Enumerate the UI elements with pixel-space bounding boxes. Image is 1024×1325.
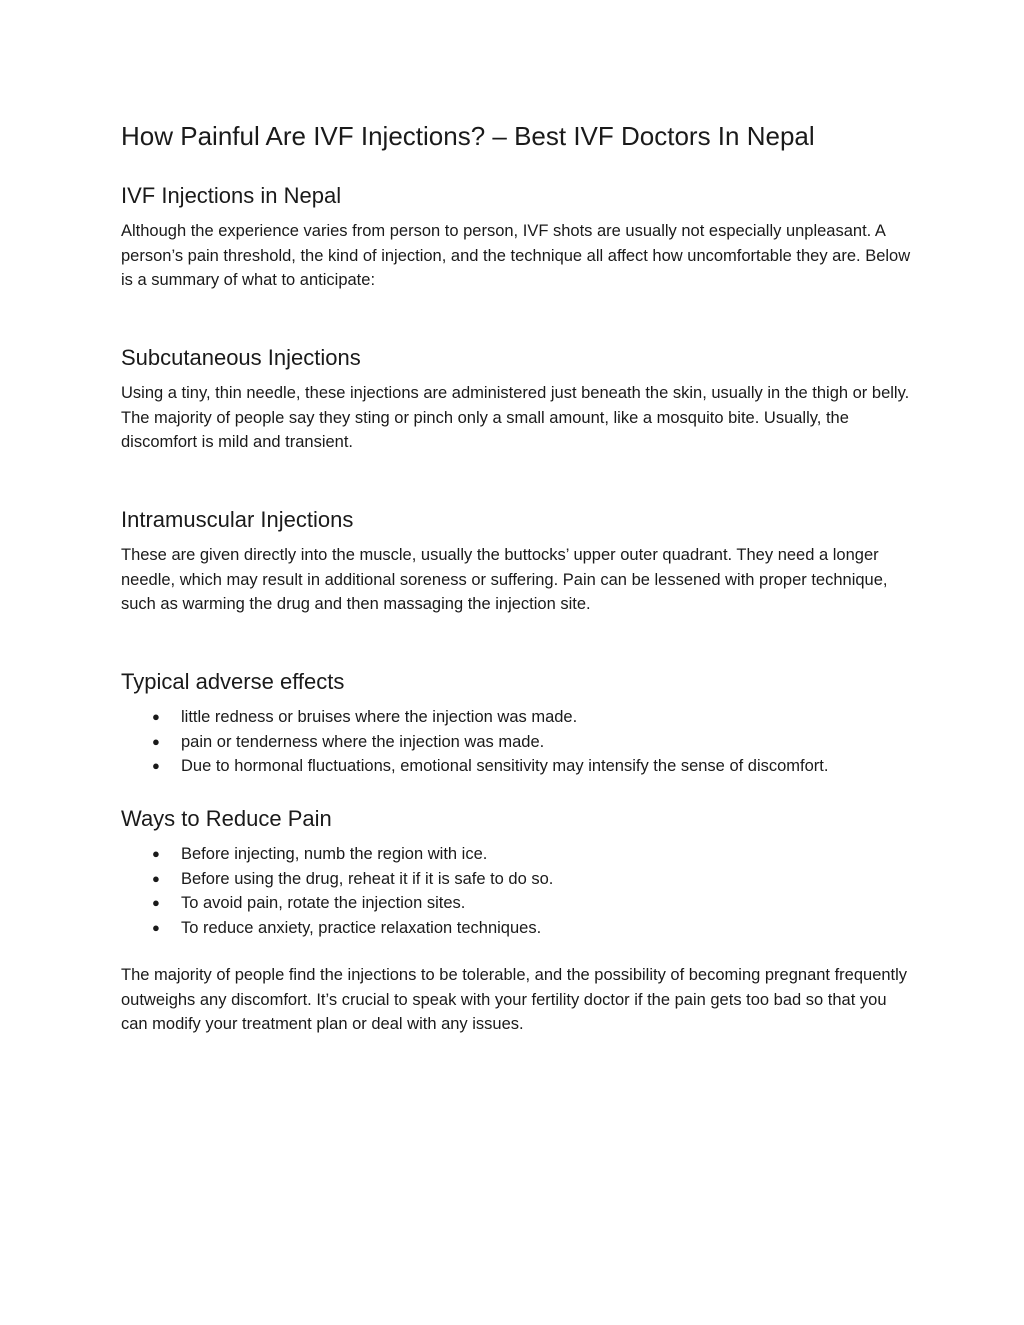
- list-item-text: Before using the drug, reheat it if it is safe to do so.: [181, 869, 554, 888]
- page-title: How Painful Are IVF Injections? – Best IVF Doctors In Nepal: [121, 121, 815, 151]
- section-paragraph-ivf-injections: Although the experience varies from person to person, IVF shots are usually not especially unpleasant. A person’s pain threshold, the kind of injection, and the technique all affect how uncomfortable they are. Below is a summary of what to anticipate:: [121, 222, 911, 289]
- list-item: [121, 842, 553, 867]
- section-heading-reduce-pain: Ways to Reduce Pain: [121, 806, 332, 831]
- list-item-text: Before injecting, numb the region with ice.: [181, 845, 488, 863]
- list-item-text: To avoid pain, rotate the injection sites.: [181, 894, 466, 912]
- list-item: [121, 891, 553, 916]
- bullet-icon: ●: [152, 919, 160, 935]
- bullet-icon: ●: [152, 758, 160, 773]
- list-item-text: To reduce anxiety, practice relaxation techniques.: [181, 918, 542, 937]
- conclusion-paragraph: The majority of people find the injections to be tolerable, and the possibility of becoming pregnant frequently outweighs any discomfort. It’s crucial to speak with your fertility doctor if the pain gets too bad so that you can modify your treatment plan or deal with any issues.: [121, 966, 908, 1033]
- list-item-text: pain or tenderness where the injection was made.: [181, 732, 545, 751]
- section-heading-subcutaneous: Subcutaneous Injections: [121, 345, 361, 370]
- bullet-icon: ●: [152, 709, 160, 724]
- section-heading-ivf-injections: IVF Injections in Nepal: [121, 183, 342, 208]
- list-item: [121, 730, 828, 755]
- list-item: [121, 754, 828, 779]
- section-paragraph-subcutaneous: Using a tiny, thin needle, these injections are administered just beneath the skin, usually in the thigh or belly. The majority of people say they sting or pinch only a small amount, like a mosquito bite. Usually, the discomfort is mild and transient.: [121, 384, 910, 451]
- bullet-icon: ●: [152, 733, 160, 749]
- list-item: [121, 867, 553, 892]
- bullet-icon: ●: [152, 846, 160, 861]
- list-item-text: little redness or bruises where the injection was made.: [181, 708, 578, 726]
- section-heading-intramuscular: Intramuscular Injections: [121, 507, 354, 532]
- list-item: [121, 916, 553, 941]
- reduce-pain-list: [121, 842, 553, 940]
- list-item-text: Due to hormonal fluctuations, emotional sensitivity may intensify the sense of discomfort.: [181, 757, 829, 775]
- section-paragraph-intramuscular: These are given directly into the muscle, usually the buttocks’ upper outer quadrant. They need a longer needle, which may result in additional soreness or suffering. Pain can be lessened with proper technique, such as warming the drug and then massaging the injection site.: [121, 546, 888, 613]
- section-heading-adverse-effects: Typical adverse effects: [121, 669, 345, 694]
- bullet-icon: ●: [152, 895, 160, 910]
- bullet-icon: ●: [152, 870, 160, 886]
- list-item: [121, 705, 828, 730]
- adverse-effects-list: [121, 705, 828, 779]
